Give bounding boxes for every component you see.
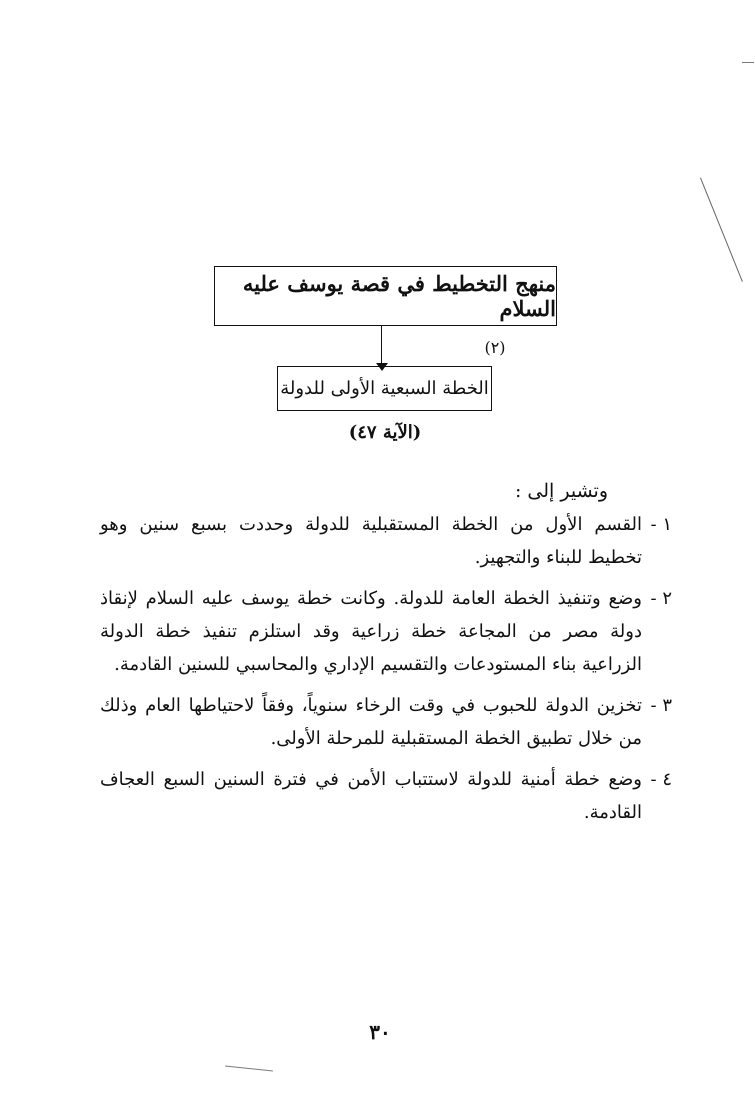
list-item-text: تخزين الدولة للحبوب في وقت الرخاء سنوياً، وفقاً لاحتياطها العام وذلك من خلال تطبيق الخطة المستقبلية للمرحلة الأولى. — [100, 695, 642, 749]
list-item — [100, 508, 672, 574]
list-item — [100, 763, 672, 829]
list-item-number: ٤ - — [650, 769, 672, 790]
list-item-number: ٢ - — [650, 588, 672, 609]
intro-text: وتشير إلى : — [514, 480, 608, 502]
list-item-number: ٣ - — [650, 695, 672, 716]
list-item-text: وضع وتنفيذ الخطة العامة للدولة. وكانت خطة يوسف عليه السلام لإنقاذ دولة مصر من المجاعة خطة زراعية وقد استلزم تنفيذ خطة الدولة الزراعية بناء المستودعات والتقسيم الإداري والمحاسبي للسنين القادمة. — [100, 588, 642, 675]
chapter-title-box — [214, 266, 557, 326]
diagram-number: (٢) — [484, 338, 506, 357]
chapter-title: منهج التخطيط في قصة يوسف عليه السلام — [242, 271, 556, 321]
plan-title: الخطة السبعية الأولى للدولة — [280, 378, 489, 399]
list-item-text: وضع خطة أمنية للدولة لاستتباب الأمن في فترة السنين السبع العجاف القادمة. — [100, 769, 642, 823]
list-item — [100, 689, 672, 755]
scan-artifact-line — [742, 62, 754, 63]
page-number: ٣٠ — [369, 1020, 391, 1044]
plan-title-box — [277, 366, 492, 411]
scan-artifact-line — [225, 1065, 273, 1071]
numbered-list — [100, 508, 672, 837]
list-item-text: القسم الأول من الخطة المستقبلية للدولة وحددت بسبع سنين وهو تخطيط للبناء والتجهيز. — [100, 514, 643, 568]
verse-reference: (الآية ٤٧) — [348, 422, 422, 443]
scan-artifact-line — [700, 178, 743, 282]
list-item — [100, 582, 672, 681]
diagram-connector-line — [381, 326, 382, 368]
list-item-number: ١ - — [650, 514, 672, 535]
